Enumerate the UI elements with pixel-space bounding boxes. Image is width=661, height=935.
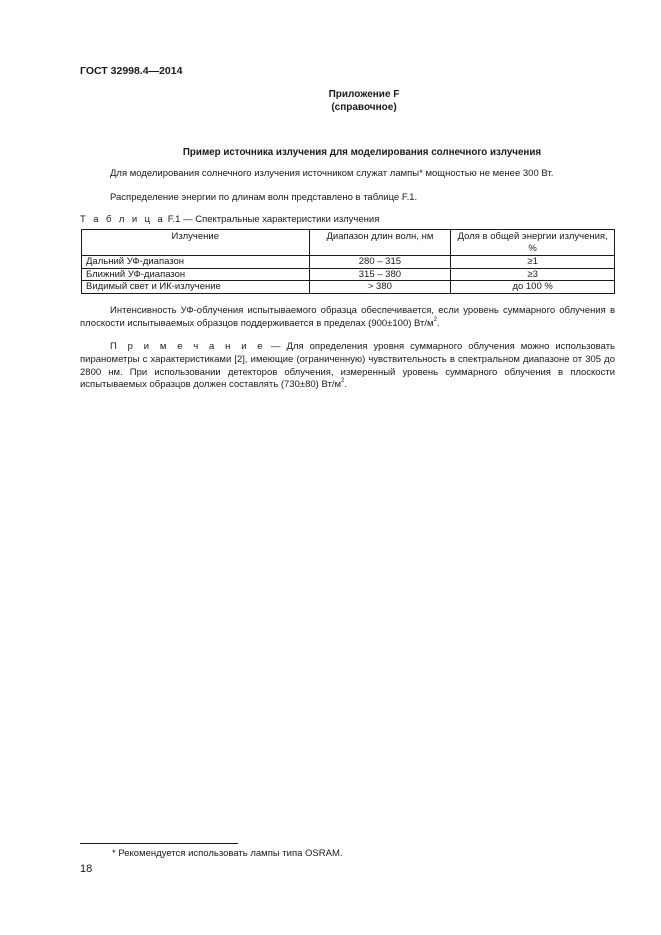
appendix-subtitle: (справочное) (331, 102, 397, 113)
table-row (82, 256, 615, 269)
superscript: 2 (433, 316, 437, 323)
note-paragraph (80, 341, 615, 392)
cell-energy-share: ≥1 (451, 256, 615, 269)
table-header-row (82, 230, 615, 256)
note-end: . (344, 379, 347, 391)
cell-wavelength: 315 – 380 (309, 268, 451, 281)
footnote: * Рекомендуется использовать лампы типа OSRAM. (112, 848, 343, 859)
paragraph-lamps-tail: мощностью не менее 300 Вт. (422, 168, 554, 179)
document-code: ГОСТ 32998.4—2014 (80, 65, 183, 77)
spectral-table (81, 229, 615, 294)
cell-energy-share: ≥3 (451, 268, 615, 281)
table-row (82, 281, 615, 294)
superscript: 2 (341, 378, 345, 385)
table-caption (80, 214, 379, 227)
header-energy-share: Доля в общей энергии излучения, % (451, 230, 615, 256)
paragraph-intensity-end: . (436, 317, 440, 329)
paragraph-distribution: Распределение энергии по длинам волн представлено в таблице F.1. (110, 192, 418, 203)
page-number: 18 (80, 863, 93, 875)
cell-radiation: Видимый свет и ИК-излучение (82, 281, 310, 294)
table-row (82, 268, 615, 281)
note-label: П р и м е ч а н и е (110, 341, 265, 352)
paragraph-lamps (80, 168, 615, 181)
cell-wavelength: > 380 (309, 281, 451, 294)
header-wavelength: Диапазон длин волн, нм (309, 230, 451, 256)
table-caption-text: F.1 — Спектральные характеристики излучения (165, 214, 380, 225)
paragraph-lamps-text: Для моделирования солнечного излучения источником служат лампы (110, 168, 420, 179)
appendix-heading (0, 88, 661, 114)
section-heading: Пример источника излучения для моделирования солнечного излучения (182, 147, 542, 158)
paragraph-intensity-text: Интенсивность УФ-облучения испытываемого образца обеспечивается, если уровень суммарного облучения в плоскости испытываемых образцов поддерживается в пределах (900±100) Вт/м (80, 305, 615, 329)
table-caption-label: Т а б л и ц а (80, 214, 166, 225)
note-text: — Для определения уровня суммарного облучения можно использовать пиранометры с характеристиками [2], имеющие (ограниченную) чувствительность в спектральном диапазоне от 305 до 2800 нм. При использовании детекторов облучения, измеренный уровень суммарного облучения в плоскости испытываемых образцов должен составлять (730±80) Вт/м (80, 341, 615, 391)
cell-wavelength: 280 – 315 (309, 256, 451, 269)
header-radiation: Излучение (82, 230, 310, 256)
paragraph-intensity (80, 305, 615, 331)
footnote-divider (80, 843, 238, 844)
footnote-marker: * (419, 168, 423, 179)
cell-energy-share: до 100 % (451, 281, 615, 294)
cell-radiation: Дальний УФ-диапазон (82, 256, 310, 269)
appendix-title: Приложение F (328, 89, 400, 100)
cell-radiation: Ближний УФ-диапазон (82, 268, 310, 281)
